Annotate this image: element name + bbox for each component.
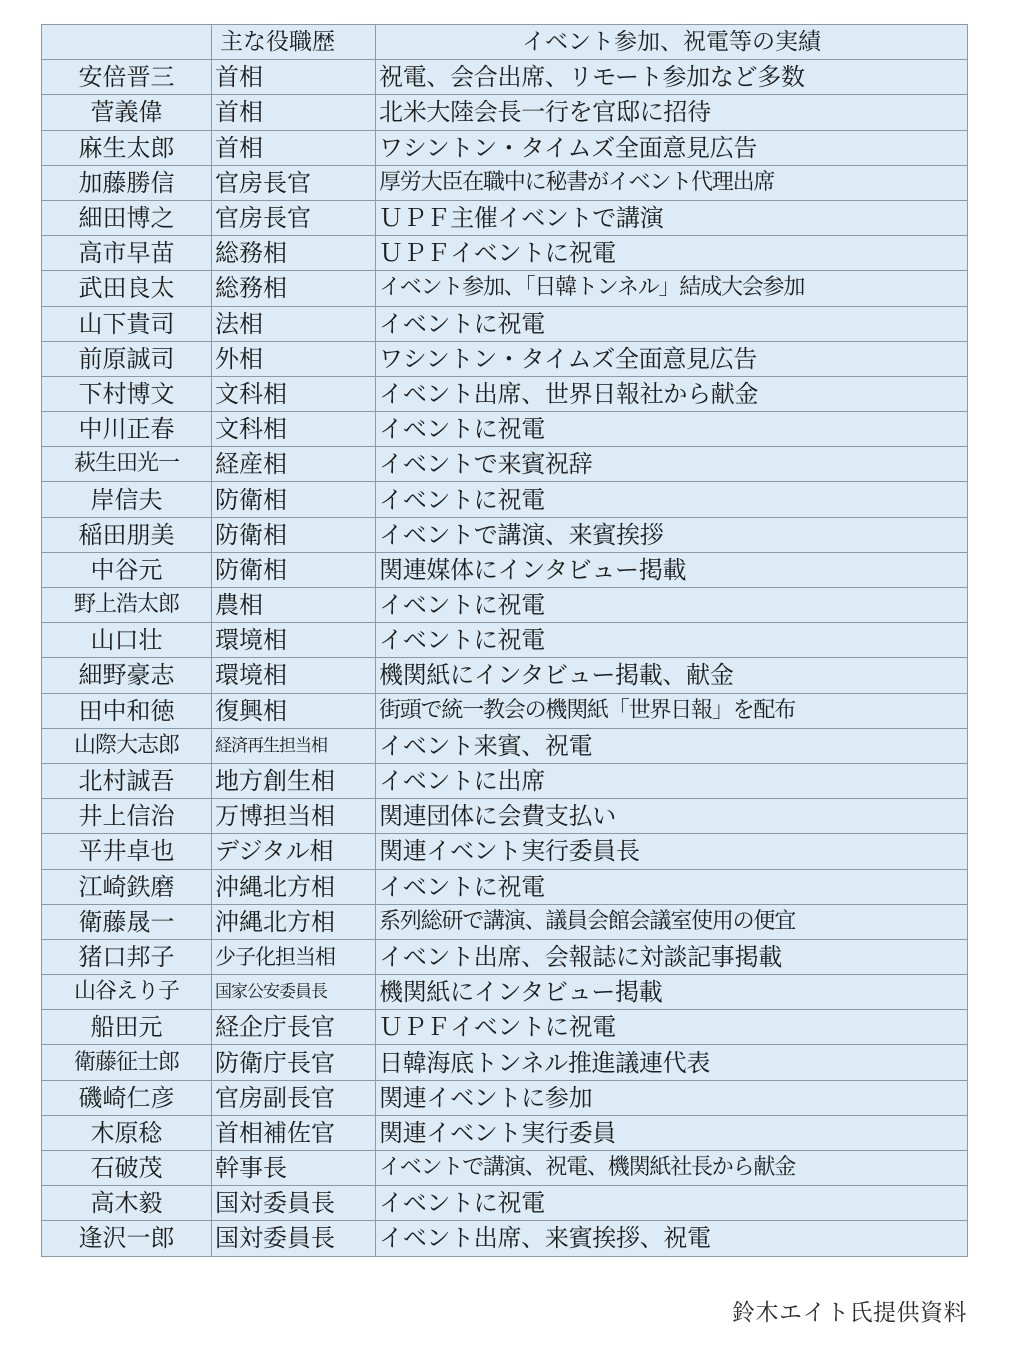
event-record: イベント出席、会報誌に対談記事掲載 — [376, 939, 968, 974]
table-row — [42, 482, 968, 517]
politician-name: 細野豪志 — [42, 658, 212, 693]
event-record: 北米大陸会長一行を官邸に招待 — [376, 95, 968, 130]
politician-name: 石破茂 — [42, 1151, 212, 1186]
table-row — [42, 271, 968, 306]
role-history: 国対委員長 — [212, 1221, 376, 1256]
role-history: 沖縄北方相 — [212, 869, 376, 904]
politician-name: 萩生田光一 — [42, 447, 212, 482]
event-record: 祝電、会合出席、リモート参加など多数 — [376, 60, 968, 95]
politician-name: 高市早苗 — [42, 236, 212, 271]
table-row — [42, 165, 968, 200]
role-history: 首相補佐官 — [212, 1115, 376, 1150]
politician-name: 山谷えり子 — [42, 975, 212, 1010]
politician-name: 武田良太 — [42, 271, 212, 306]
table-row — [42, 236, 968, 271]
event-record: 関連イベントに参加 — [376, 1080, 968, 1115]
event-record: イベント出席、世界日報社から献金 — [376, 376, 968, 411]
table-row — [42, 975, 968, 1010]
event-record: イベントに祝電 — [376, 412, 968, 447]
role-history: 官房副長官 — [212, 1080, 376, 1115]
table-row — [42, 1080, 968, 1115]
politician-name: 岸信夫 — [42, 482, 212, 517]
event-record: ＵＰＦ主催イベントで講演 — [376, 200, 968, 235]
role-history: 官房長官 — [212, 200, 376, 235]
table-row — [42, 728, 968, 763]
event-record: イベントに祝電 — [376, 482, 968, 517]
table-row — [42, 1010, 968, 1045]
table-row — [42, 1151, 968, 1186]
event-record: イベントに祝電 — [376, 588, 968, 623]
politician-name: 衛藤晟一 — [42, 904, 212, 939]
event-record: 厚労大臣在職中に秘書がイベント代理出席 — [376, 165, 968, 200]
header-role: 主な役職歴 — [212, 25, 376, 60]
event-record: 関連イベント実行委員 — [376, 1115, 968, 1150]
politician-table — [41, 24, 968, 1257]
role-history: 外相 — [212, 341, 376, 376]
role-history: 万博担当相 — [212, 799, 376, 834]
politician-name: 木原稔 — [42, 1115, 212, 1150]
politician-name: 田中和徳 — [42, 693, 212, 728]
role-history: 首相 — [212, 130, 376, 165]
event-record: イベントに祝電 — [376, 869, 968, 904]
role-history: 地方創生相 — [212, 763, 376, 798]
role-history: 経企庁長官 — [212, 1010, 376, 1045]
table-row — [42, 693, 968, 728]
role-history: 防衛庁長官 — [212, 1045, 376, 1080]
table-row — [42, 60, 968, 95]
politician-name: 中川正春 — [42, 412, 212, 447]
politician-name: 北村誠吾 — [42, 763, 212, 798]
role-history: 首相 — [212, 60, 376, 95]
header-event: イベント参加、祝電等の実績 — [376, 25, 968, 60]
table-row — [42, 306, 968, 341]
table-row — [42, 799, 968, 834]
politician-name: 井上信治 — [42, 799, 212, 834]
role-history: 幹事長 — [212, 1151, 376, 1186]
role-history: 総務相 — [212, 236, 376, 271]
event-record: イベントに祝電 — [376, 306, 968, 341]
event-record: 系列総研で講演、議員会館会議室使用の便宜 — [376, 904, 968, 939]
role-history: 法相 — [212, 306, 376, 341]
event-record: ＵＰＦイベントに祝電 — [376, 1010, 968, 1045]
table-row — [42, 376, 968, 411]
role-history: 環境相 — [212, 658, 376, 693]
politician-name: 船田元 — [42, 1010, 212, 1045]
event-record: 機関紙にインタビュー掲載 — [376, 975, 968, 1010]
role-history: 復興相 — [212, 693, 376, 728]
role-history: 農相 — [212, 588, 376, 623]
event-record: ワシントン・タイムズ全面意見広告 — [376, 130, 968, 165]
role-history: 防衛相 — [212, 552, 376, 587]
role-history: 文科相 — [212, 412, 376, 447]
politician-name: 菅義偉 — [42, 95, 212, 130]
event-record: 関連イベント実行委員長 — [376, 834, 968, 869]
event-record: イベントで講演、祝電、機関紙社長から献金 — [376, 1151, 968, 1186]
role-history: 少子化担当相 — [212, 939, 376, 974]
event-record: イベント出席、来賓挨拶、祝電 — [376, 1221, 968, 1256]
table-row — [42, 1186, 968, 1221]
politician-name: 山際大志郎 — [42, 728, 212, 763]
politician-name: 下村博文 — [42, 376, 212, 411]
document-figure — [41, 24, 967, 1326]
politician-name: 高木毅 — [42, 1186, 212, 1221]
politician-name: 細田博之 — [42, 200, 212, 235]
role-history: 沖縄北方相 — [212, 904, 376, 939]
event-record: 関連媒体にインタビュー掲載 — [376, 552, 968, 587]
role-history: 官房長官 — [212, 165, 376, 200]
politician-name: 猪口邦子 — [42, 939, 212, 974]
table-row — [42, 939, 968, 974]
source-credit: 鈴木エイト氏提供資料 — [732, 1300, 967, 1326]
role-history: 防衛相 — [212, 482, 376, 517]
event-record: イベントで来賓祝辞 — [376, 447, 968, 482]
event-record: イベントで講演、来賓挨拶 — [376, 517, 968, 552]
event-record: イベントに出席 — [376, 763, 968, 798]
politician-name: 平井卓也 — [42, 834, 212, 869]
politician-name: 磯崎仁彦 — [42, 1080, 212, 1115]
table-row — [42, 763, 968, 798]
table-row — [42, 904, 968, 939]
event-record: イベント来賓、祝電 — [376, 728, 968, 763]
politician-name: 衛藤征士郎 — [42, 1045, 212, 1080]
role-history: 文科相 — [212, 376, 376, 411]
table-row — [42, 623, 968, 658]
table-row — [42, 130, 968, 165]
event-record: ワシントン・タイムズ全面意見広告 — [376, 341, 968, 376]
politician-name: 山下貴司 — [42, 306, 212, 341]
politician-name: 安倍晋三 — [42, 60, 212, 95]
politician-name: 江崎鉄磨 — [42, 869, 212, 904]
event-record: イベント参加、「日韓トンネル」結成大会参加 — [376, 271, 968, 306]
table-row — [42, 552, 968, 587]
table-row — [42, 341, 968, 376]
politician-name: 稲田朋美 — [42, 517, 212, 552]
politician-name: 麻生太郎 — [42, 130, 212, 165]
role-history: 国家公安委員長 — [212, 975, 376, 1010]
table-row — [42, 588, 968, 623]
event-record: ＵＰＦイベントに祝電 — [376, 236, 968, 271]
role-history: デジタル相 — [212, 834, 376, 869]
role-history: 経済再生担当相 — [212, 728, 376, 763]
table-row — [42, 447, 968, 482]
politician-name: 前原誠司 — [42, 341, 212, 376]
table-row — [42, 1115, 968, 1150]
politician-name: 逢沢一郎 — [42, 1221, 212, 1256]
table-row — [42, 1045, 968, 1080]
event-record: 関連団体に会費支払い — [376, 799, 968, 834]
role-history: 総務相 — [212, 271, 376, 306]
politician-name: 加藤勝信 — [42, 165, 212, 200]
politician-name: 野上浩太郎 — [42, 588, 212, 623]
table-header-row — [42, 25, 968, 60]
table-row — [42, 658, 968, 693]
role-history: 環境相 — [212, 623, 376, 658]
table-row — [42, 834, 968, 869]
role-history: 首相 — [212, 95, 376, 130]
table-row — [42, 200, 968, 235]
table-row — [42, 517, 968, 552]
header-name — [42, 25, 212, 60]
role-history: 国対委員長 — [212, 1186, 376, 1221]
role-history: 経産相 — [212, 447, 376, 482]
role-history: 防衛相 — [212, 517, 376, 552]
table-row — [42, 95, 968, 130]
event-record: イベントに祝電 — [376, 1186, 968, 1221]
table-row — [42, 1221, 968, 1256]
table-row — [42, 869, 968, 904]
event-record: 街頭で統一教会の機関紙「世界日報」を配布 — [376, 693, 968, 728]
table-row — [42, 412, 968, 447]
politician-name: 山口壮 — [42, 623, 212, 658]
event-record: イベントに祝電 — [376, 623, 968, 658]
politician-name: 中谷元 — [42, 552, 212, 587]
event-record: 日韓海底トンネル推進議連代表 — [376, 1045, 968, 1080]
event-record: 機関紙にインタビュー掲載、献金 — [376, 658, 968, 693]
